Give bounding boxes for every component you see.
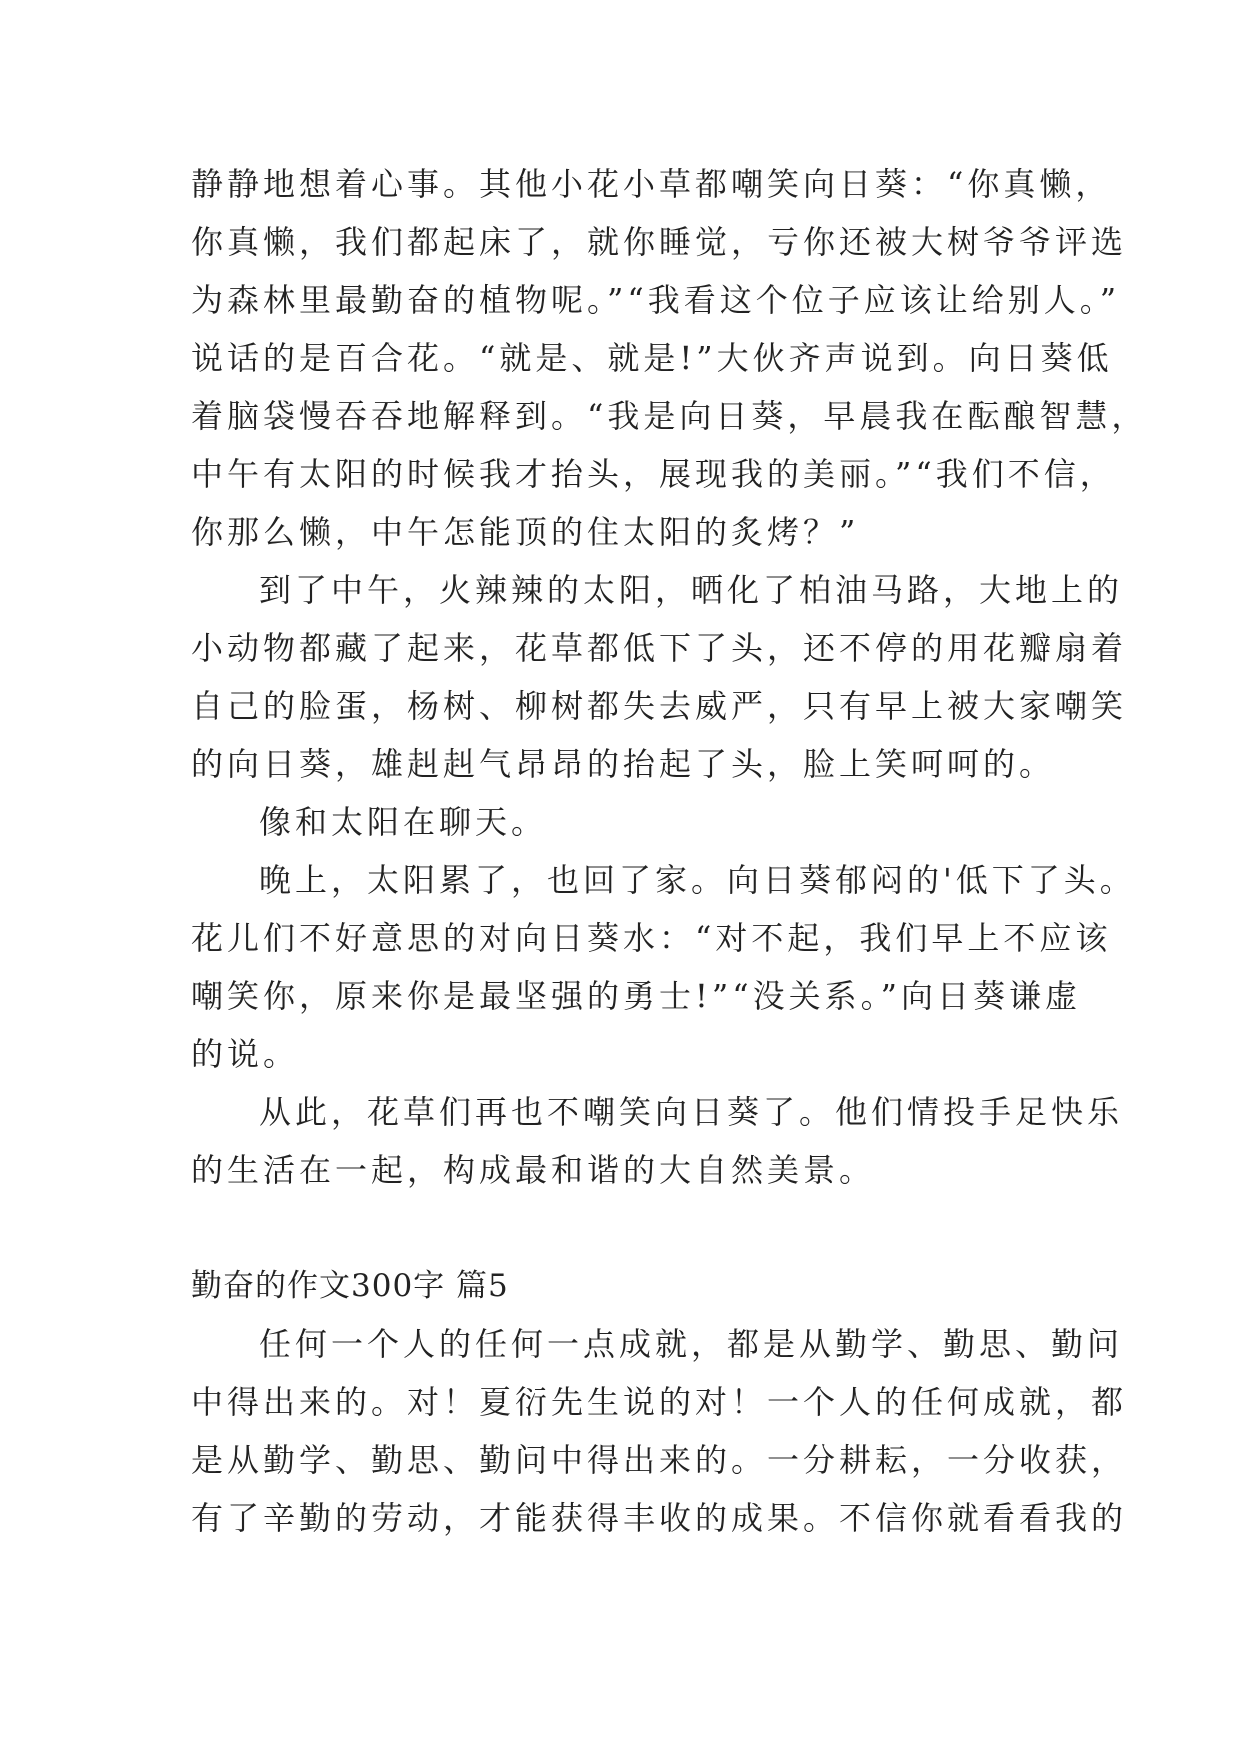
paragraph-evening	[191, 851, 1136, 1083]
text-line: 是从勤学、勤思、勤问中得出来的。一分耕耘，一分收获，	[191, 1441, 1128, 1479]
text-line: 小动物都藏了起来，花草都低下了头，还不停的用花瓣扇着	[191, 629, 1128, 667]
paragraph-diligence-intro	[191, 1315, 1128, 1547]
text-line: 从此，花草们再也不嘲笑向日葵了。他们情投手足快乐	[259, 1093, 1124, 1131]
text-line: 中午有太阳的时候我才抬头，展现我的美丽。”“我们不信，	[191, 455, 1116, 493]
text-line: 着脑袋慢吞吞地解释到。“我是向日葵，早晨我在酝酿智慧，	[191, 397, 1148, 435]
text-line: 中得出来的。对！夏衍先生说的对！一个人的任何成就，都	[191, 1383, 1128, 1421]
text-line: 你真懒，我们都起床了，就你睡觉，亏你还被大树爷爷评选	[191, 223, 1128, 261]
text-line: 静静地想着心事。其他小花小草都嘲笑向日葵：“你真懒，	[191, 165, 1112, 203]
section-title: 勤奋的作文300字 篇5	[191, 1268, 509, 1304]
document-body	[191, 155, 1148, 1547]
text-line: 说话的是百合花。“就是、就是!”大伙齐声说到。向日葵低	[191, 339, 1113, 377]
text-line: 的生活在一起，构成最和谐的大自然美景。	[191, 1151, 876, 1189]
text-line: 任何一个人的任何一点成就，都是从勤学、勤思、勤问	[259, 1325, 1124, 1363]
text-line: 的说。	[191, 1035, 300, 1073]
text-line: 花儿们不好意思的对向日葵水：“对不起，我们早上不应该	[191, 919, 1112, 957]
paragraph-noon	[191, 561, 1128, 793]
paragraph-chat-with-sun	[191, 793, 1051, 851]
section-gap	[191, 1199, 1051, 1257]
text-line: 自己的脸蛋，杨树、柳树都失去威严，只有早上被大家嘲笑	[191, 687, 1128, 725]
paragraph-sunflower-dialogue	[191, 155, 1148, 561]
text-line: 你那么懒，中午怎能顶的住太阳的炙烤？”	[191, 513, 860, 551]
text-line: 晚上，太阳累了，也回了家。向日葵郁闷的'低下了头。	[259, 861, 1136, 899]
text-line: 像和太阳在聊天。	[259, 803, 548, 841]
paragraph-ending	[191, 1083, 1124, 1199]
text-line: 有了辛勤的劳动，才能获得丰收的成果。不信你就看看我的	[191, 1499, 1128, 1537]
text-line: 嘲笑你，原来你是最坚强的勇士!”“没关系。”向日葵谦虚	[191, 977, 1081, 1015]
text-line: 为森林里最勤奋的植物呢。”“我看这个位子应该让给别人。”	[191, 281, 1121, 319]
text-line: 的向日葵，雄赳赳气昂昂的抬起了头，脸上笑呵呵的。	[191, 745, 1056, 783]
text-line: 到了中午，火辣辣的太阳，晒化了柏油马路，大地上的	[259, 571, 1124, 609]
